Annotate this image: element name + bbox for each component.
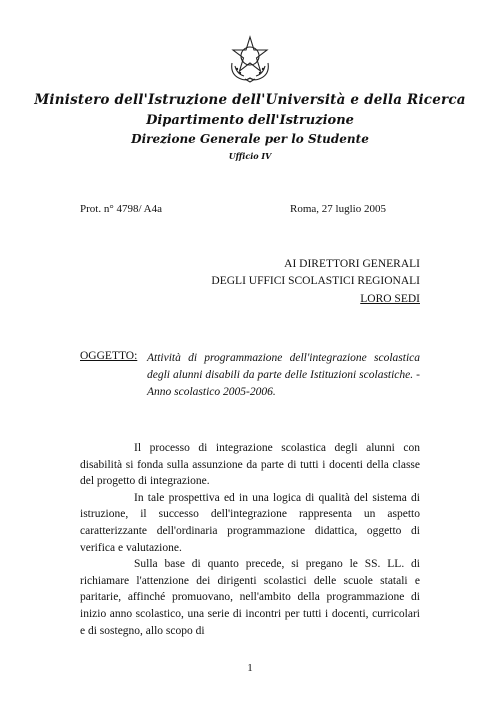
addressee-line-1: AI DIRETTORI GENERALI	[284, 258, 420, 270]
italian-republic-emblem-icon	[227, 33, 273, 83]
letter-date: Roma, 27 luglio 2005	[290, 203, 386, 215]
body-paragraph-2: In tale prospettiva ed in una logica di qualità del sistema di istruzione, il successo dell'integrazione rappresenta un aspetto caratterizzante dell'ordinaria programmazione didattica, oggetto di verifica e valutazione.	[80, 491, 420, 554]
protocol-number: Prot. n° 4798/ A4a	[80, 203, 163, 215]
subject-text: Attività di programmazione dell'integrazione scolastica degli alunni disabili da parte delle Istituzioni scolastiche. - Anno scolastico 2005-2006.	[147, 352, 420, 398]
body-paragraph-1: Il processo di integrazione scolastica degli alunni con disabilità si fonda sulla assunzione da parte di tutti i docenti della classe del progetto di integrazione.	[80, 442, 420, 488]
addressee-line-3: LORO SEDI	[360, 293, 420, 305]
department-name: Dipartimento dell'Istruzione	[146, 113, 354, 128]
body-paragraph-3: Sulla base di quanto precede, si pregano le SS. LL. di richiamare l'attenzione dei dirigenti scolastici delle scuole statali e paritarie, affinché promuovano, nell'ambito della programmazione di inizio anno scolastico, una serie di incontri per tutti i docenti, curricolari e di sostegno, allo scopo di	[80, 558, 420, 637]
subject-label: OGGETTO:	[80, 350, 138, 362]
addressee-line-2: DEGLI UFFICI SCOLASTICI REGIONALI	[211, 275, 420, 287]
page-number: 1	[247, 662, 253, 674]
ministry-name: Ministero dell'Istruzione dell'Università e della Ricerca	[34, 92, 466, 108]
directorate-name: Direzione Generale per lo Studente	[131, 132, 369, 146]
letter-body	[80, 440, 420, 639]
office-name: Ufficio IV	[228, 151, 272, 161]
